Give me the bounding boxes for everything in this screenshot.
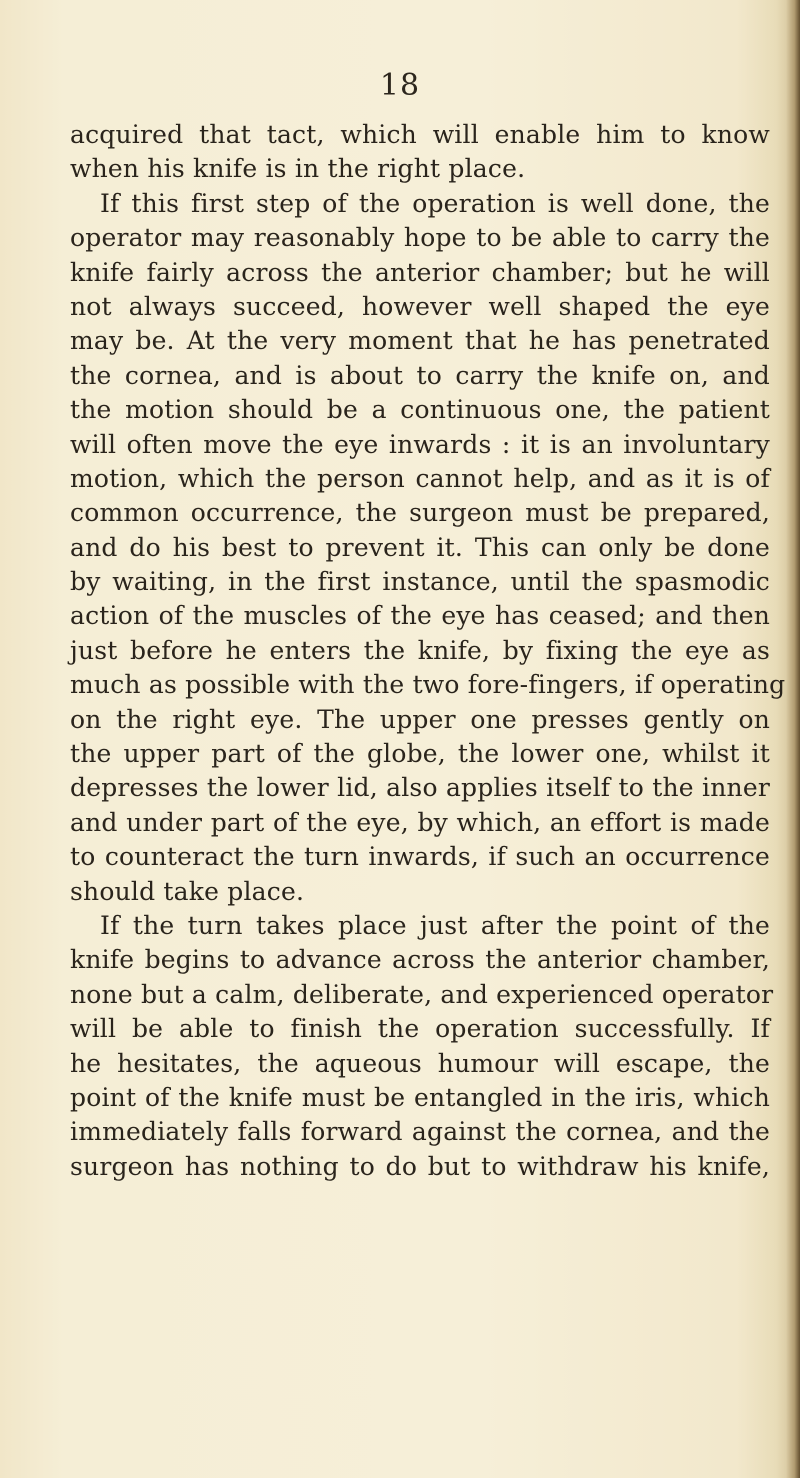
text-line: surgeon has nothing to do but to withdraw his knife,	[70, 1151, 770, 1181]
text-line: the motion should be a continuous one, the patient	[70, 395, 770, 425]
text-line: should take place.	[70, 876, 305, 906]
text-line: may be. At the very moment that he has penetrated	[70, 326, 770, 356]
text-line: depresses the lower lid, also applies itself to the inner	[70, 773, 770, 803]
body-text	[70, 118, 786, 1184]
text-line: motion, which the person cannot help, and as it is of	[70, 463, 770, 493]
text-line: none but a calm, deliberate, and experienced operator	[70, 979, 774, 1009]
text-line: by waiting, in the first instance, until the spasmodic	[70, 567, 770, 597]
text-line: just before he enters the knife, by fixing the eye as	[70, 635, 770, 665]
text-line: the upper part of the globe, the lower one, whilst it	[70, 739, 770, 769]
text-line: on the right eye. The upper one presses gently on	[70, 704, 770, 734]
page-edge-shadow	[786, 0, 800, 1478]
text-line: If the turn takes place just after the point of the	[100, 910, 770, 940]
text-line: point of the knife must be entangled in the iris, which	[70, 1082, 770, 1112]
text-line: If this first step of the operation is well done, the	[100, 188, 770, 218]
text-line: action of the muscles of the eye has ceased; and then	[70, 601, 770, 631]
text-line: and under part of the eye, by which, an effort is made	[70, 807, 770, 837]
text-line: common occurrence, the surgeon must be prepared,	[70, 498, 770, 528]
text-line: knife fairly across the anterior chamber; but he will	[70, 257, 770, 287]
text-line: the cornea, and is about to carry the knife on, and	[70, 360, 770, 390]
text-line: and do his best to prevent it. This can only be done	[70, 532, 770, 562]
page-number: 18	[379, 68, 421, 103]
text-line: operator may reasonably hope to be able to carry the	[70, 223, 770, 253]
text-line: not always succeed, however well shaped the eye	[70, 291, 770, 321]
text-line: to counteract the turn inwards, if such an occurrence	[70, 842, 770, 872]
text-line: will be able to finish the operation successfully. If	[70, 1014, 770, 1044]
text-line: immediately falls forward against the cornea, and the	[70, 1117, 770, 1147]
text-line: when his knife is in the right place.	[70, 154, 526, 184]
text-line: acquired that tact, which will enable him to know	[70, 120, 770, 149]
text-line: knife begins to advance across the anterior chamber,	[70, 945, 770, 975]
text-line: he hesitates, the aqueous humour will escape, the	[70, 1048, 770, 1078]
text-line: will often move the eye inwards : it is an involuntary	[70, 429, 770, 459]
text-line: much as possible with the two fore-fingers, if operating	[70, 670, 786, 700]
